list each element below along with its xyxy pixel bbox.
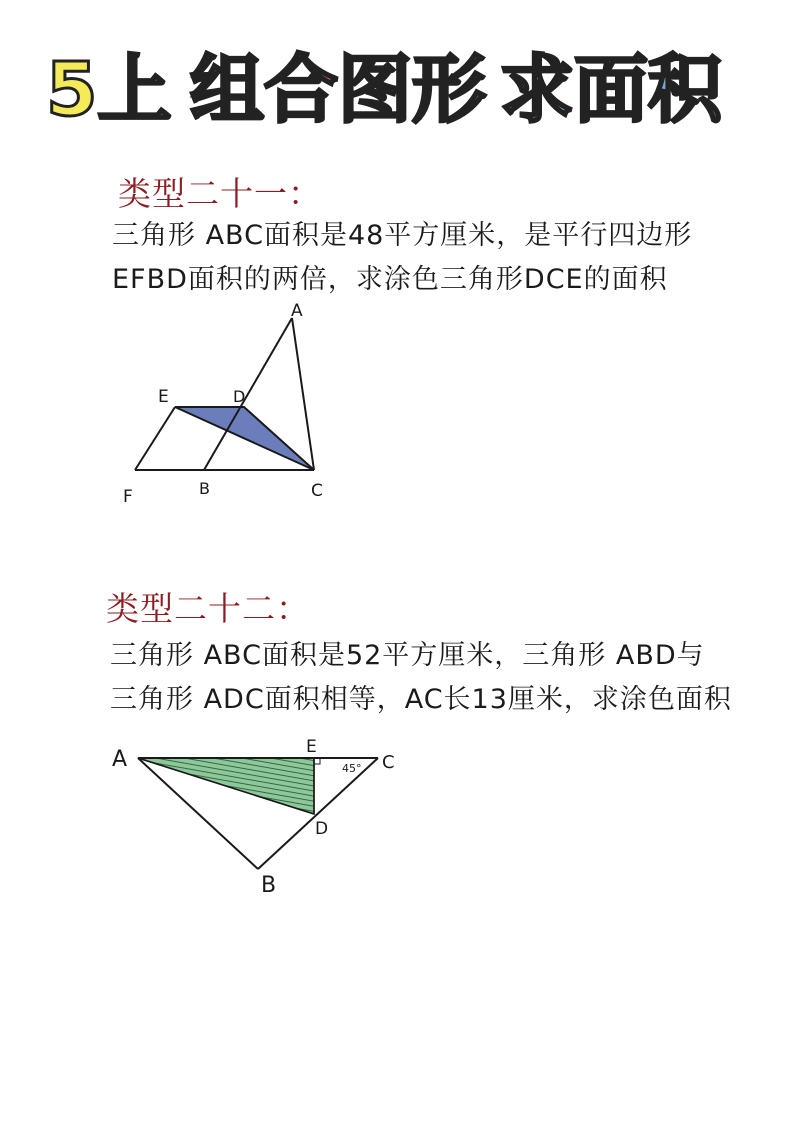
label-f: F (123, 487, 133, 507)
label-a: A (291, 301, 303, 321)
angle-45-label: 45° (342, 762, 362, 775)
title-part-area: 求面积 (500, 47, 722, 133)
label-d-2: D (315, 819, 329, 839)
label-e-2: E (306, 737, 317, 757)
label-c-2: C (382, 752, 395, 773)
label-b: B (199, 479, 210, 498)
section-2-line-1: 三角形 ABC面积是52平方厘米，三角形 ABD与 (110, 640, 705, 671)
section-1-line-1: 三角形 ABC面积是48平方厘米，是平行四边形 (112, 220, 693, 251)
label-b-2: B (261, 873, 277, 898)
title-part-grade: 5上 (46, 47, 172, 133)
label-a-2: A (112, 747, 128, 772)
section-2-line-2: 三角形 ADC面积相等，AC长13厘米，求涂色面积 (110, 684, 732, 715)
title-part-shapes: 组合图形 (190, 47, 486, 133)
section-2-heading: 类型二十二： (106, 589, 310, 628)
label-d: D (233, 387, 246, 406)
section-1-heading: 类型二十一： (118, 174, 322, 213)
label-e: E (158, 387, 169, 407)
section-1-line-2: EFBD面积的两倍，求涂色三角形DCE的面积 (112, 264, 668, 295)
label-c: C (311, 481, 323, 501)
